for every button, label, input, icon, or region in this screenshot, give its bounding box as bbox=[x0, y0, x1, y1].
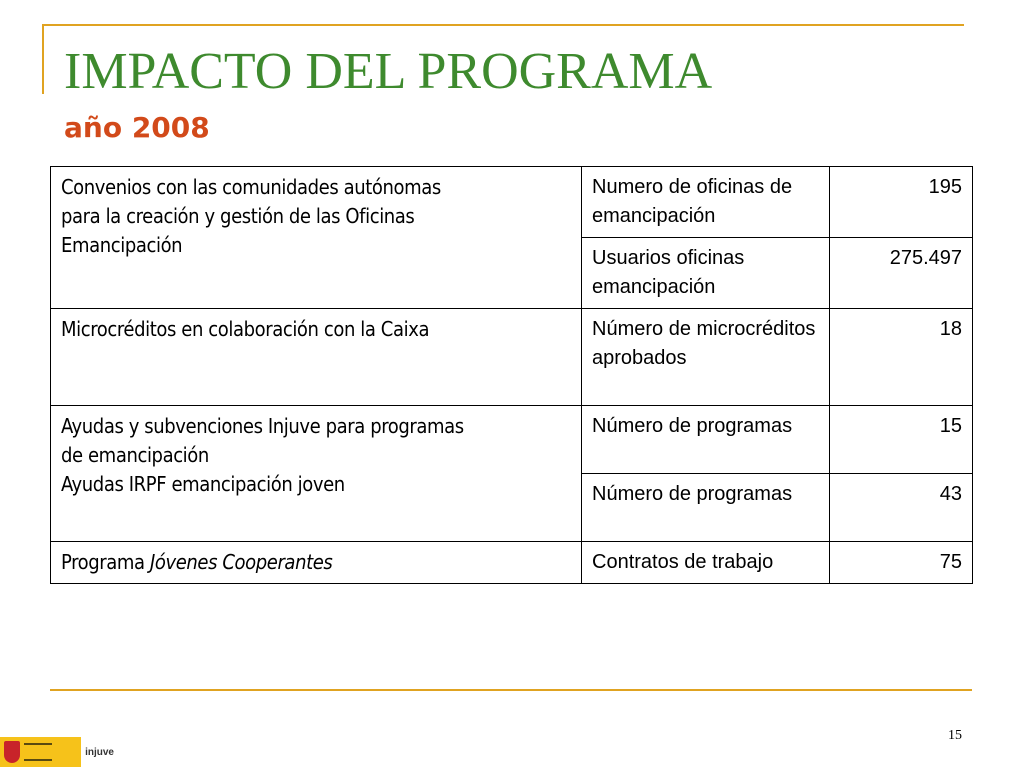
program-line: de emancipación bbox=[61, 443, 209, 467]
page-number: 15 bbox=[948, 728, 962, 743]
indicator-cell: Numero de oficinas de emancipación bbox=[582, 167, 830, 238]
program-italic-name: Jóvenes Cooperantes bbox=[149, 550, 333, 574]
left-accent-bar bbox=[42, 24, 44, 94]
program-line: Convenios con las comunidades autónomas bbox=[61, 175, 441, 199]
value-cell: 15 bbox=[830, 406, 973, 474]
government-logo bbox=[0, 737, 81, 767]
indicator-cell: Número de programas bbox=[582, 474, 830, 542]
program-cell bbox=[51, 309, 582, 406]
program-cell bbox=[51, 406, 582, 542]
value-cell: 43 bbox=[830, 474, 973, 542]
table-row bbox=[51, 167, 973, 238]
program-prefix: Programa bbox=[61, 550, 150, 574]
top-rule bbox=[42, 24, 964, 26]
program-line: Microcréditos en colaboración con la Caixa bbox=[61, 317, 430, 341]
footer-logos bbox=[0, 736, 114, 768]
bottom-rule bbox=[50, 689, 972, 691]
value-cell: 195 bbox=[830, 167, 973, 238]
indicator-cell: Número de microcréditos aprobados bbox=[582, 309, 830, 406]
slide-subtitle: año 2008 bbox=[64, 111, 210, 144]
program-cell bbox=[51, 542, 582, 584]
value-cell: 75 bbox=[830, 542, 973, 584]
program-line: Ayudas y subvenciones Injuve para programas bbox=[61, 414, 464, 438]
value-cell: 275.497 bbox=[830, 238, 973, 309]
ministry-text-mark bbox=[24, 743, 52, 761]
program-cell bbox=[51, 167, 582, 309]
indicator-cell: Usuarios oficinas emancipación bbox=[582, 238, 830, 309]
indicator-cell: Número de programas bbox=[582, 406, 830, 474]
table-row bbox=[51, 406, 973, 474]
indicator-cell: Contratos de trabajo bbox=[582, 542, 830, 584]
slide-title: IMPACTO DEL PROGRAMA bbox=[64, 43, 713, 100]
program-line: Ayudas IRPF emancipación joven bbox=[61, 472, 345, 496]
table-row bbox=[51, 542, 973, 584]
program-line: para la creación y gestión de las Oficinas bbox=[61, 204, 415, 228]
value-cell: 18 bbox=[830, 309, 973, 406]
coat-of-arms-icon bbox=[4, 741, 20, 763]
injuve-logo: injuve bbox=[85, 746, 114, 758]
program-line: Emancipación bbox=[61, 233, 183, 257]
table-row bbox=[51, 309, 973, 406]
impact-table bbox=[50, 166, 973, 584]
